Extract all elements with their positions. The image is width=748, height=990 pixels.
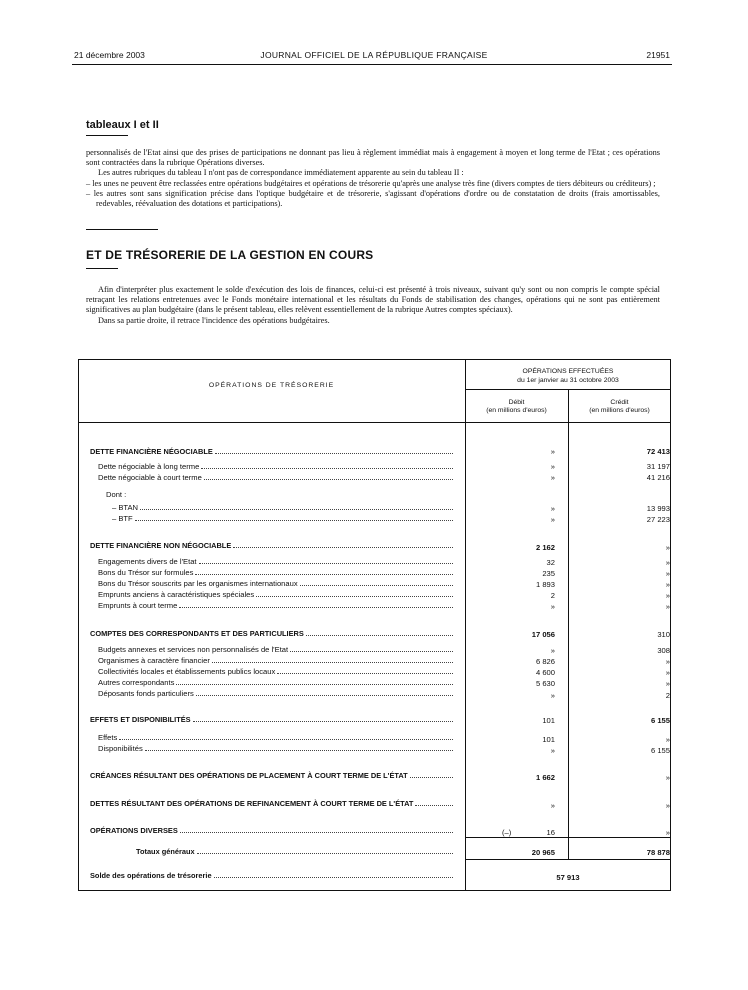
section-title-tresorerie: ET DE TRÉSORERIE DE LA GESTION EN COURS bbox=[86, 248, 374, 262]
row-label: Dette négociable à long terme bbox=[98, 462, 200, 471]
credit-value: » bbox=[665, 580, 670, 589]
table-right-border bbox=[670, 359, 671, 890]
section-title-tableaux: tableaux I et II bbox=[86, 119, 159, 131]
section1-bullet-2: – les autres sont sans signification précise dans l'optique budgétaire et de trésorerie, s'agissant d'opérations d'ordre ou de constatation de droits (frais amortissables, redevables, réévaluation des dotations et participations). bbox=[86, 188, 660, 209]
section1-end-rule bbox=[86, 229, 158, 230]
section2-underline bbox=[86, 268, 118, 269]
table-row bbox=[90, 715, 455, 724]
table-row bbox=[98, 601, 455, 610]
table-row bbox=[98, 568, 455, 577]
debit-value: 101 bbox=[542, 716, 555, 725]
credit-value: » bbox=[665, 773, 670, 782]
table-row bbox=[98, 667, 455, 676]
debit-value: 5 630 bbox=[535, 679, 555, 688]
debit-value: 1 893 bbox=[535, 580, 555, 589]
balance-value: 57 913 bbox=[556, 873, 580, 882]
leader-dots bbox=[212, 662, 453, 663]
credit-value: 6 155 bbox=[650, 716, 670, 725]
table-row bbox=[98, 645, 455, 654]
debit-value: 101 bbox=[542, 735, 555, 744]
leader-dots bbox=[415, 805, 453, 806]
debit-value: » bbox=[550, 515, 555, 524]
leader-dots bbox=[180, 832, 453, 833]
leader-dots bbox=[199, 563, 453, 564]
table-row bbox=[98, 689, 455, 698]
credit-value: 308 bbox=[657, 646, 670, 655]
row-label: Solde des opérations de trésorerie bbox=[90, 871, 212, 880]
leader-dots bbox=[135, 520, 453, 521]
header-operations-tresorerie: OPÉRATIONS DE TRÉSORERIE bbox=[208, 382, 335, 389]
header-rule bbox=[72, 64, 672, 65]
leader-dots bbox=[215, 453, 453, 454]
column-divider-label bbox=[465, 359, 466, 890]
row-label: Déposants fonds particuliers bbox=[98, 689, 194, 698]
row-label: DETTE FINANCIÈRE NÉGOCIABLE bbox=[90, 447, 213, 456]
leader-dots bbox=[197, 853, 453, 854]
row-label: DETTE FINANCIÈRE NON NÉGOCIABLE bbox=[90, 541, 232, 550]
credit-value: » bbox=[665, 591, 670, 600]
leader-dots bbox=[214, 877, 453, 878]
header-debit-unit: (en millions d'euros) bbox=[486, 407, 547, 414]
credit-value: » bbox=[665, 735, 670, 744]
debit-value: » bbox=[550, 473, 555, 482]
debit-value: » bbox=[550, 504, 555, 513]
column-divider-debit bbox=[568, 389, 569, 859]
leader-dots bbox=[196, 695, 453, 696]
table-row bbox=[90, 447, 455, 456]
credit-value: 310 bbox=[657, 630, 670, 639]
totals-bottom-rule bbox=[465, 859, 671, 860]
row-label: OPÉRATIONS DIVERSES bbox=[90, 826, 178, 835]
debit-value: » bbox=[550, 602, 555, 611]
table-row bbox=[98, 473, 455, 482]
table-row bbox=[90, 826, 455, 835]
credit-value: 6 155 bbox=[650, 746, 670, 755]
debit-value: 2 bbox=[550, 591, 555, 600]
row-label: COMPTES DES CORRESPONDANTS ET DES PARTICULIERS bbox=[90, 629, 304, 638]
debit-value: » bbox=[550, 447, 555, 456]
debit-value: » bbox=[550, 462, 555, 471]
credit-value: » bbox=[665, 569, 670, 578]
row-label: Engagements divers de l'Etat bbox=[98, 557, 197, 566]
table-row bbox=[98, 656, 455, 665]
header-credit: Crédit bbox=[610, 399, 629, 406]
section1-text bbox=[86, 148, 660, 209]
credit-value: 13 993 bbox=[646, 504, 670, 513]
row-label: Dont : bbox=[106, 490, 127, 499]
table-row bbox=[98, 590, 455, 599]
leader-dots bbox=[410, 777, 453, 778]
debit-value: 17 056 bbox=[531, 630, 555, 639]
table-row bbox=[136, 847, 455, 856]
header-subdivider bbox=[465, 389, 671, 390]
credit-value: 2 bbox=[665, 691, 670, 700]
credit-value: » bbox=[665, 801, 670, 810]
debit-value: » bbox=[550, 746, 555, 755]
page-number: 21951 bbox=[646, 50, 670, 60]
leader-dots bbox=[300, 585, 453, 586]
row-label: CRÉANCES RÉSULTANT DES OPÉRATIONS DE PLACEMENT À COURT TERME DE L'ÉTAT bbox=[90, 771, 408, 780]
debit-value: 20 965 bbox=[531, 848, 555, 857]
credit-value: 72 413 bbox=[646, 447, 670, 456]
credit-value: » bbox=[665, 543, 670, 552]
section-underline bbox=[86, 135, 128, 136]
section2-paragraph-1: Afin d'interpréter plus exactement le solde d'exécution des lois de finances, celui-ci est présenté à trois niveaux, suivant qu'y sont ou non compris le compte spécial retraçant les relations entretenues avec le Fonds monétaire international et les résultats du Fonds de stabilisation des changes, opérations qui ne sont pas entièrement significatives au plan budgétaire (dans le présent tableau, elles relèvent essentiellement de la rubrique Autres comptes spéciaux). bbox=[86, 285, 660, 315]
credit-value: » bbox=[665, 558, 670, 567]
leader-dots bbox=[233, 547, 453, 548]
header-date: 21 décembre 2003 bbox=[74, 50, 145, 60]
table-row bbox=[98, 462, 455, 471]
header-debit: Débit bbox=[508, 399, 525, 406]
leader-dots bbox=[193, 721, 453, 722]
debit-value: » bbox=[550, 691, 555, 700]
credit-value: 41 216 bbox=[646, 473, 670, 482]
row-label: EFFETS ET DISPONIBILITÉS bbox=[90, 715, 191, 724]
header-period: du 1er janvier au 31 octobre 2003 bbox=[517, 377, 619, 384]
debit-sign: (–) bbox=[502, 828, 512, 837]
debit-value: » bbox=[550, 801, 555, 810]
table-left-border bbox=[78, 359, 79, 890]
leader-dots bbox=[176, 684, 453, 685]
debit-value: » bbox=[550, 646, 555, 655]
leader-dots bbox=[277, 673, 453, 674]
credit-value: » bbox=[665, 679, 670, 688]
debit-value: 6 826 bbox=[535, 657, 555, 666]
row-label: Emprunts à court terme bbox=[98, 601, 178, 610]
row-label: DETTES RÉSULTANT DES OPÉRATIONS DE REFINANCEMENT À COURT TERME DE L'ÉTAT bbox=[90, 799, 414, 808]
credit-value: 78 878 bbox=[646, 848, 670, 857]
header-operations-effectuees: OPÉRATIONS EFFECTUÉES bbox=[522, 368, 614, 375]
debit-value: 2 162 bbox=[535, 543, 555, 552]
debit-value: 4 600 bbox=[535, 668, 555, 677]
table-row bbox=[98, 744, 455, 753]
row-label: Dette négociable à court terme bbox=[98, 473, 202, 482]
header-bottom-border bbox=[78, 422, 671, 423]
credit-value: » bbox=[665, 828, 670, 837]
leader-dots bbox=[195, 574, 453, 575]
table-row bbox=[90, 629, 455, 638]
leader-dots bbox=[179, 607, 453, 608]
table-row bbox=[106, 490, 455, 499]
section1-bullet-1: – les unes ne peuvent être reclassées entre opérations budgétaires et opérations de trésorerie qu'après une analyse très fine (divers comptes de tiers débiteurs ou créditeurs) ; bbox=[86, 178, 656, 188]
leader-dots bbox=[290, 651, 453, 652]
row-label: Effets bbox=[98, 733, 118, 742]
leader-dots bbox=[119, 739, 453, 740]
credit-value: » bbox=[665, 602, 670, 611]
leader-dots bbox=[204, 479, 453, 480]
debit-value: 1 662 bbox=[535, 773, 555, 782]
table-row bbox=[98, 557, 455, 566]
row-label: Disponibilités bbox=[98, 744, 143, 753]
row-label: Bons du Trésor sur formules bbox=[98, 568, 194, 577]
table-row bbox=[98, 579, 455, 588]
journal-title: JOURNAL OFFICIEL DE LA RÉPUBLIQUE FRANÇAISE bbox=[260, 50, 488, 60]
leader-dots bbox=[145, 750, 453, 751]
debit-value: 32 bbox=[546, 558, 555, 567]
table-row bbox=[90, 541, 455, 550]
section2-text bbox=[86, 285, 660, 326]
row-label: – BTAN bbox=[112, 503, 139, 512]
credit-value: 27 223 bbox=[646, 515, 670, 524]
leader-dots bbox=[140, 509, 453, 510]
leader-dots bbox=[256, 596, 453, 597]
table-row bbox=[90, 799, 455, 808]
table-bottom-border bbox=[78, 890, 671, 891]
table-top-border bbox=[78, 359, 671, 360]
table-row bbox=[112, 514, 455, 523]
totals-top-rule bbox=[465, 837, 671, 838]
row-label: Bons du Trésor souscrits par les organismes internationaux bbox=[98, 579, 298, 588]
treasury-operations-table bbox=[78, 359, 671, 890]
row-label: Emprunts anciens à caractéristiques spéciales bbox=[98, 590, 255, 599]
row-label: Collectivités locales et établissements publics locaux bbox=[98, 667, 276, 676]
row-label: Budgets annexes et services non personnalisés de l'Etat bbox=[98, 645, 289, 654]
credit-value: 31 197 bbox=[646, 462, 670, 471]
table-row bbox=[98, 678, 455, 687]
section1-paragraph-1: personnalisés de l'Etat ainsi que des prises de participations ne donnant pas lieu à règlement immédiat mais à engagement à moyen et long terme de l'Etat ; ces opérations sont contractées dans la rubrique Opérations diverses. bbox=[86, 148, 660, 168]
table-row bbox=[90, 871, 455, 880]
section2-paragraph-2: Dans sa partie droite, il retrace l'incidence des opérations budgétaires. bbox=[98, 315, 330, 325]
credit-value: » bbox=[665, 657, 670, 666]
row-label: – BTF bbox=[112, 514, 133, 523]
table-row bbox=[112, 503, 455, 512]
debit-value: 16 bbox=[546, 828, 555, 837]
header-credit-unit: (en millions d'euros) bbox=[589, 407, 650, 414]
section1-paragraph-2: Les autres rubriques du tableau I n'ont pas de correspondance immédiatement apparente au sein du tableau II : bbox=[98, 168, 464, 178]
row-label: Autres correspondants bbox=[98, 678, 175, 687]
table-row bbox=[98, 733, 455, 742]
credit-value: » bbox=[665, 668, 670, 677]
leader-dots bbox=[306, 635, 453, 636]
table-row bbox=[90, 771, 455, 780]
leader-dots bbox=[201, 468, 453, 469]
row-label: Totaux généraux bbox=[136, 847, 195, 856]
debit-value: 235 bbox=[542, 569, 555, 578]
row-label: Organismes à caractère financier bbox=[98, 656, 210, 665]
